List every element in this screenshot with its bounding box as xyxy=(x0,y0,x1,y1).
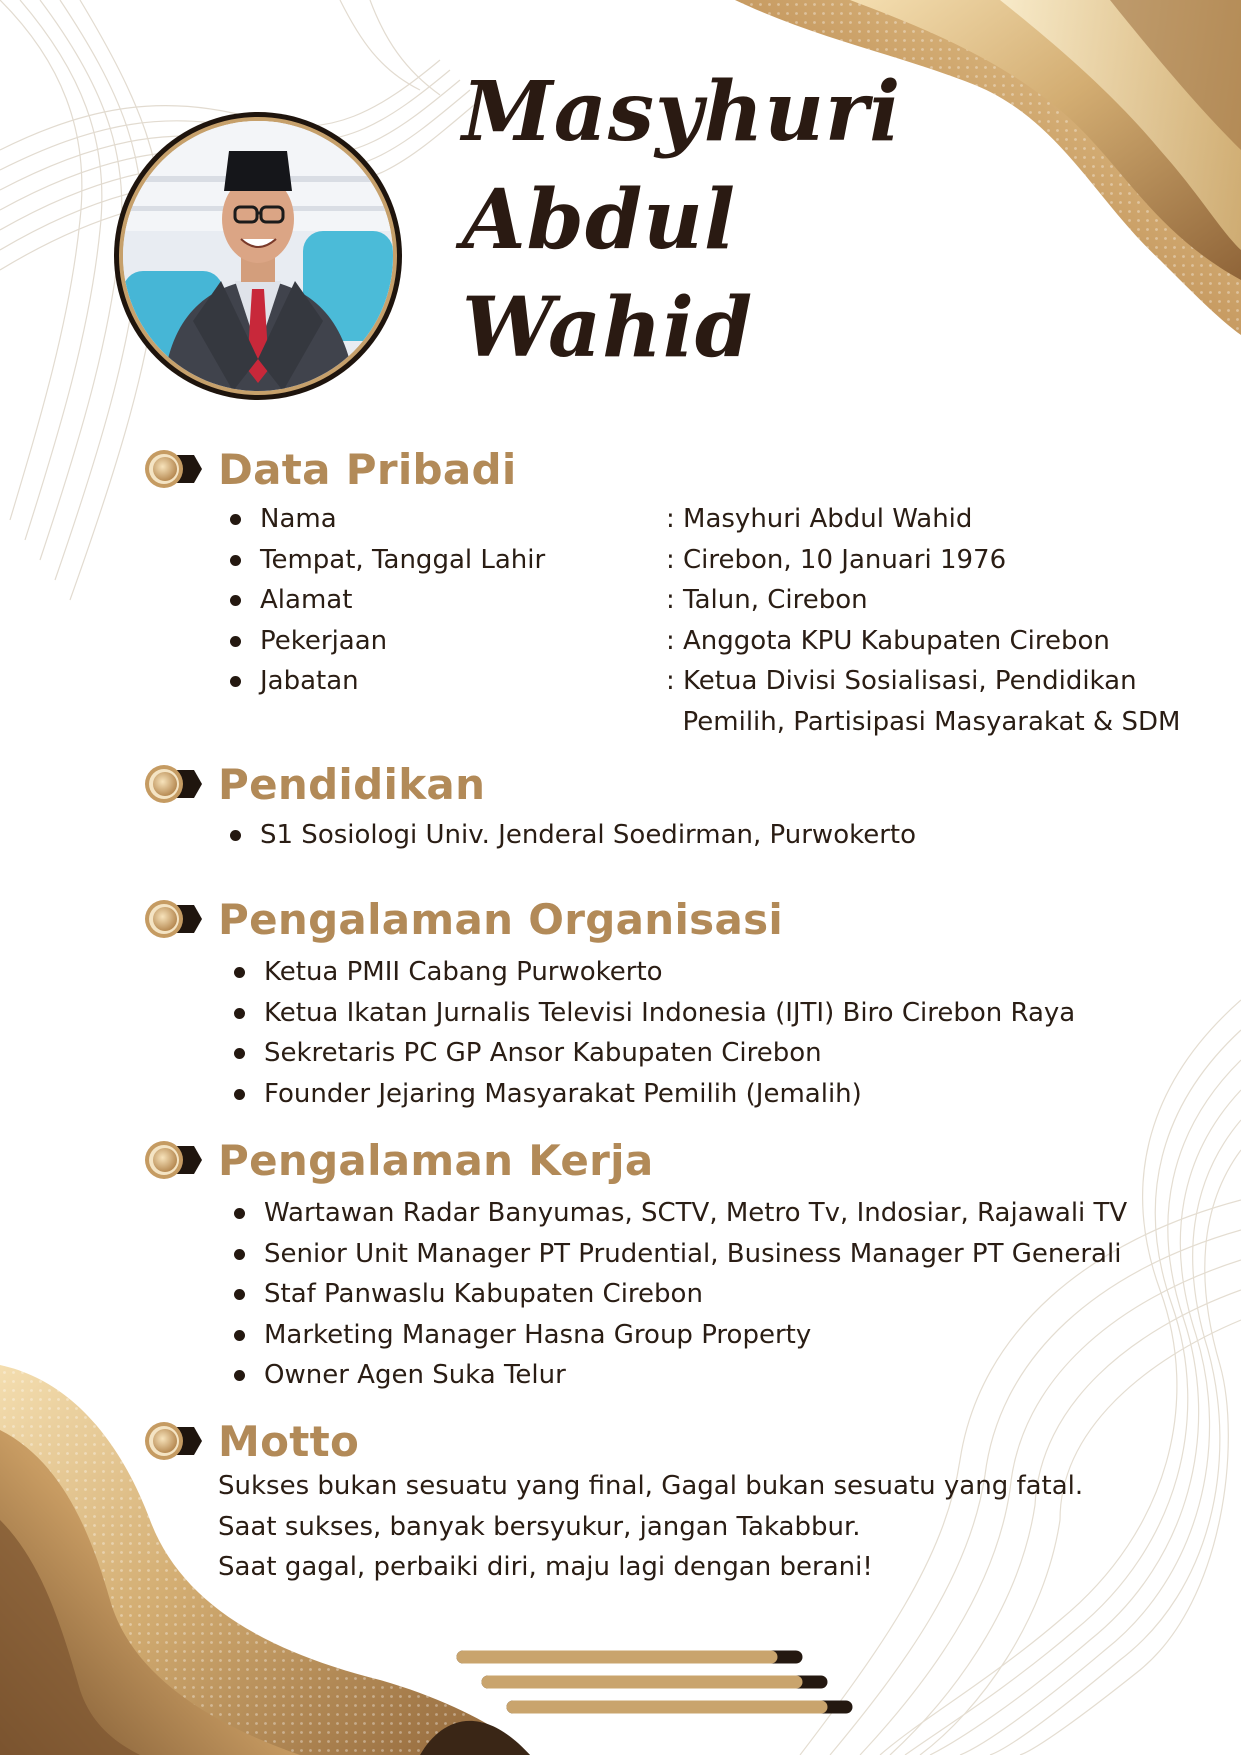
field-value: : Masyhuri Abdul Wahid xyxy=(666,504,973,534)
name-line: Abdul xyxy=(462,172,737,268)
list-item: Ketua PMII Cabang Purwokerto xyxy=(234,952,1075,993)
list-item: Marketing Manager Hasna Group Property xyxy=(234,1315,1127,1356)
name-line: Masyhuri xyxy=(462,64,902,160)
list-item: S1 Sosiologi Univ. Jenderal Soedirman, Purwokerto xyxy=(230,815,916,856)
coin-arrow-icon xyxy=(144,764,202,804)
motto-line: Sukses bukan sesuatu yang final, Gagal bukan sesuatu yang fatal. xyxy=(218,1471,1084,1501)
section-motto xyxy=(144,1414,1083,1588)
field-value: : Talun, Cirebon xyxy=(666,585,868,615)
personal-data-list xyxy=(144,499,1180,742)
list-item: Senior Unit Manager PT Prudential, Business Manager PT Generali xyxy=(234,1234,1127,1275)
field-value: : Cirebon, 10 Januari 1976 xyxy=(666,544,1007,575)
section-organisasi xyxy=(144,892,1075,1114)
motto-line: Saat sukses, banyak bersyukur, jangan Takabbur. xyxy=(218,1511,861,1542)
section-title: Motto xyxy=(218,1416,360,1466)
section-title: Pengalaman Kerja xyxy=(218,1135,654,1185)
list-item xyxy=(230,661,1180,742)
coin-arrow-icon xyxy=(144,1140,202,1180)
list-item: Staf Panwaslu Kabupaten Cirebon xyxy=(234,1274,1127,1315)
field-value: : Anggota KPU Kabupaten Cirebon xyxy=(666,625,1110,656)
name-line: Wahid xyxy=(462,280,754,376)
field-label: Alamat xyxy=(260,585,353,615)
person-name xyxy=(462,58,901,382)
education-list xyxy=(144,815,916,856)
organization-list xyxy=(144,952,1075,1114)
list-item: Sekretaris PC GP Ansor Kabupaten Cirebon xyxy=(234,1033,1075,1074)
section-title: Data Pribadi xyxy=(218,444,517,494)
coin-arrow-icon xyxy=(144,899,202,939)
list-item: Owner Agen Suka Telur xyxy=(234,1355,1127,1396)
coin-arrow-icon xyxy=(144,449,202,489)
list-item: Ketua Ikatan Jurnalis Televisi Indonesia (IJTI) Biro Cirebon Raya xyxy=(234,993,1075,1034)
list-item: Wartawan Radar Banyumas, SCTV, Metro Tv, Indosiar, Rajawali TV xyxy=(234,1193,1127,1234)
section-title: Pendidikan xyxy=(218,759,486,809)
motto-line: Saat gagal, perbaiki diri, maju lagi dengan berani! xyxy=(218,1552,873,1582)
field-label: Nama xyxy=(260,504,337,534)
coin-arrow-icon xyxy=(144,1421,202,1461)
list-item xyxy=(230,580,1180,621)
field-label: Pekerjaan xyxy=(260,625,388,656)
field-label: Tempat, Tanggal Lahir xyxy=(260,544,546,575)
section-kerja xyxy=(144,1133,1127,1396)
photo-gold-ring xyxy=(119,117,397,395)
field-value: : Ketua Divisi Sosialisasi, Pendidikan Pemilih, Partisipasi Masyarakat & SDM xyxy=(666,666,1181,737)
list-item xyxy=(230,621,1180,662)
list-item xyxy=(230,540,1180,581)
section-data-pribadi xyxy=(144,442,1180,742)
section-title: Pengalaman Organisasi xyxy=(218,894,784,944)
list-item xyxy=(230,499,1180,540)
profile-photo xyxy=(114,112,402,400)
section-pendidikan xyxy=(144,757,916,856)
work-list xyxy=(144,1193,1127,1396)
field-label: Jabatan xyxy=(260,666,359,696)
motto-text xyxy=(218,1466,1083,1588)
stacked-bars-decoration xyxy=(456,1643,856,1723)
portrait-photo xyxy=(123,121,393,391)
list-item: Founder Jejaring Masyarakat Pemilih (Jemalih) xyxy=(234,1074,1075,1115)
